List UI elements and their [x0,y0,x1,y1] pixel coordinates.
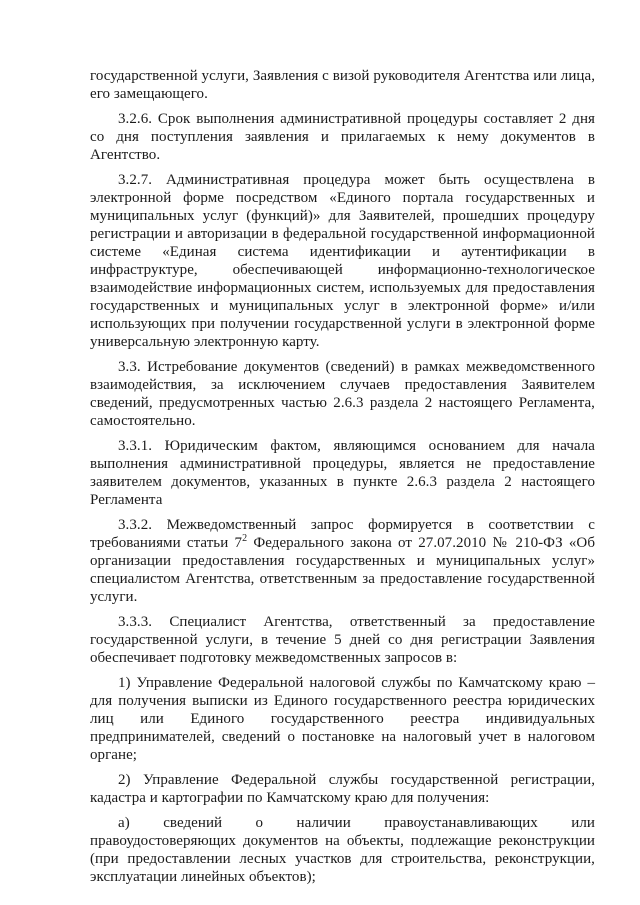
paragraph-3-3-3: 3.3.3. Специалист Агентства, ответственный за предоставление государственной услуги, в течение 5 дней со дня регистрации Заявления обеспечивает подготовку межведомственных запросов в: [90,614,595,666]
paragraph-3-2-6: 3.2.6. Срок выполнения административной процедуры составляет 2 дня со дня поступления заявления и прилагаемых к нему документов в Агентство. [90,111,595,163]
list-item-2a: а) сведений о наличии правоустанавливающих или правоудостоверяющих документов на объекты, подлежащие реконструкции (при предоставлении лесных участков для строительства, реконструкции, эксплуатации линейных объектов); [90,815,595,885]
paragraph-3-3-1: 3.3.1. Юридическим фактом, являющимся основанием для начала выполнения административной процедуры, является не предоставление заявителем документов, указанных в пункте 2.6.3 раздела 2 настоящего Регламента [90,438,595,508]
list-item-1: 1) Управление Федеральной налоговой службы по Камчатскому краю – для получения выписки из Единого государственного реестра юридических лиц или Единого государственного реестра индивидуальных предпринимателей, сведений о постановке на налоговый учет в налоговом органе; [90,675,595,763]
paragraph-3-2-7: 3.2.7. Административная процедура может быть осуществлена в электронной форме посредством «Единого портала государственных и муниципальных услуг (функций)» для Заявителей, прошедших процедуру регистрации и авторизации в федеральной государственной информационной системе «Единая система идентификации и аутентификации в инфраструктуре, обеспечивающей информационно-технологическое взаимодействие информационных систем, используемых для предоставления государственных и муниципальных услуг в электронной форме» и/или использующих при получении государственной услуги в электронной форме универсальную электронную карту. [90,172,595,350]
paragraph-3-3-2 [90,516,595,606]
article-superscript: 2 [242,533,248,544]
list-item-2: 2) Управление Федеральной службы государственной регистрации, кадастра и картографии по Камчатскому краю для получения: [90,772,595,806]
paragraph-3-3: 3.3. Истребование документов (сведений) в рамках межведомственного взаимодействия, за исключением случаев предоставления Заявителем сведений, предусмотренных частью 2.6.3 раздела 2 настоящего Регламента, самостоятельно. [90,359,595,429]
paragraph-3-3-2-text-start: 3.3.2. Межведомственный запрос формируется в соответствии с требованиями статьи 7 [90,517,595,551]
paragraph-3-3-2-text-end: Федерального закона от 27.07.2010 № 210-ФЗ «Об организации предоставления государственных и муниципальных услуг» специалистом Агентства, ответственным за предоставление государственной услуги. [90,535,595,605]
paragraph-continuation: государственной услуги, Заявления с визой руководителя Агентства или лица, его замещающего. [90,68,595,102]
document-page [90,67,595,886]
